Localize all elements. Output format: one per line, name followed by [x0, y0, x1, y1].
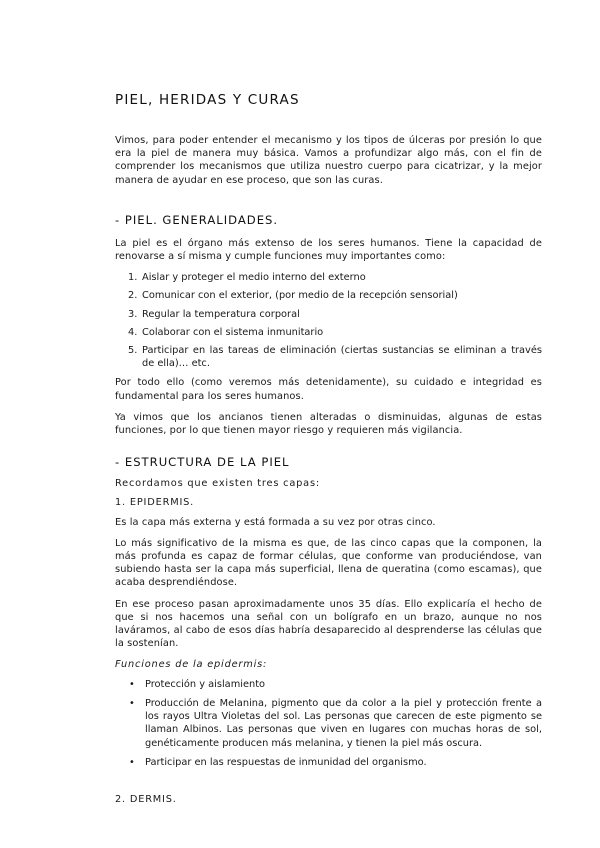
- list-number: 1.: [128, 272, 138, 284]
- list-item-text: Producción de Melanina, pigmento que da color a la piel y protección frente a los rayos Ultra Violetas del sol. Las personas que carecen de este pigmento se llaman Albinos. Las personas que viven en lugares con muchas horas de sol, genéticamente producen más melanina, y tienen la piel más oscura.: [145, 697, 542, 749]
- section1-intro: La piel es el órgano más extenso de los seres humanos. Tiene la capacidad de renovarse a sí misma y cumple funciones muy importantes como:: [115, 237, 542, 263]
- list-item-text: Comunicar con el exterior, (por medio de la recepción sensorial): [142, 290, 458, 302]
- intro-paragraph: Vimos, para poder entender el mecanismo y los tipos de úlceras por presión lo que era la piel de manera muy básica. Vamos a profundizar algo más, con el fin de comprender los mecanismos que utiliza nuestro cuerpo para cicatrizar, y la mejor manera de ayudar en ese proceso, que son las curas.: [115, 135, 542, 186]
- list-number: 2.: [128, 290, 138, 302]
- list-item-text: Aislar y proteger el medio interno del externo: [142, 272, 366, 284]
- section2-intro: Recordamos que existen tres capas:: [115, 478, 320, 490]
- section-heading-generalidades: - PIEL. GENERALIDADES.: [115, 212, 279, 227]
- list-item: [115, 344, 542, 370]
- list-item: [115, 756, 542, 769]
- section1-paragraph: Ya vimos que los ancianos tienen alteradas o disminuidas, algunas de estas funciones, por lo que tienen mayor riesgo y requieren más vigilancia.: [115, 411, 542, 437]
- list-item-text: Colaborar con el sistema inmunitario: [142, 326, 324, 338]
- subheading-dermis: 2. DERMIS.: [115, 793, 177, 805]
- list-number: 5.: [128, 345, 138, 357]
- bullet-icon: •: [129, 678, 135, 690]
- document-body: [115, 92, 542, 812]
- list-item: [115, 326, 542, 339]
- list-item: [115, 678, 542, 691]
- epidermis-functions-list: [115, 678, 542, 769]
- section-heading-estructura: - ESTRUCTURA DE LA PIEL: [115, 455, 290, 470]
- list-item-text: Participar en las tareas de eliminación (ciertas sustancias se eliminan a través de ella)… etc.: [142, 345, 542, 370]
- functions-heading: Funciones de la epidermis:: [115, 659, 268, 671]
- list-item: [115, 308, 542, 321]
- list-item-text: Participar en las respuestas de inmunidad del organismo.: [145, 756, 427, 768]
- page-title: PIEL, HERIDAS Y CURAS: [115, 92, 300, 108]
- list-item-text: Protección y aislamiento: [145, 678, 266, 690]
- list-item: [115, 289, 542, 302]
- bullet-icon: •: [129, 756, 135, 768]
- epidermis-paragraph: En ese proceso pasan aproximadamente unos 35 días. Ello explicaría el hecho de que si nos hacemos una señal con un bolígrafo en un brazo, aunque no nos laváramos, al cabo de esos días habría desaparecido al desprenderse las células que la sostenían.: [115, 598, 542, 650]
- subheading-epidermis: 1. EPIDERMIS.: [115, 497, 195, 509]
- epidermis-paragraph: Lo más significativo de la misma es que, de las cinco capas que la componen, la más profunda es capaz de formar células, que conforme van produciéndose, van subiendo hasta ser la capa más superficial, llena de queratina (como escamas), que acaba desprendiéndose.: [115, 537, 542, 589]
- list-number: 3.: [128, 308, 138, 320]
- functions-list: [115, 271, 542, 370]
- list-item: [115, 697, 542, 750]
- bullet-icon: •: [129, 697, 135, 709]
- epidermis-paragraph: Es la capa más externa y está formada a su vez por otras cinco.: [115, 516, 436, 528]
- section1-paragraph: Por todo ello (como veremos más detenidamente), su cuidado e integridad es fundamental para los seres humanos.: [115, 377, 542, 402]
- list-item: [115, 271, 542, 284]
- list-item-text: Regular la temperatura corporal: [142, 308, 300, 320]
- list-number: 4.: [128, 326, 138, 338]
